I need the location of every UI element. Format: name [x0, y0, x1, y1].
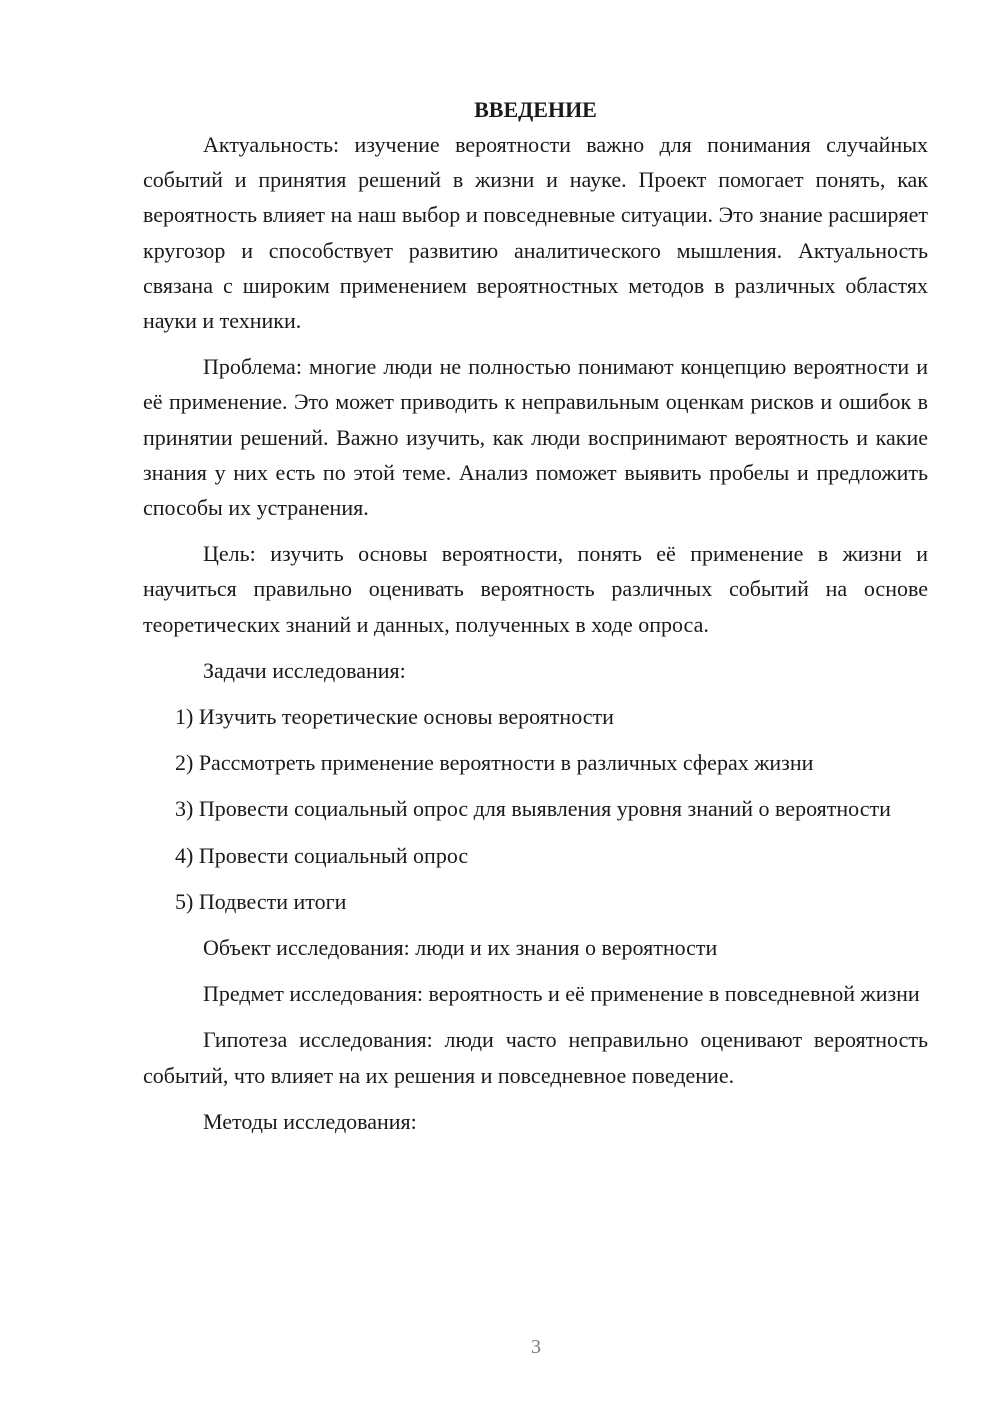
task-item-2: 2) Рассмотреть применение вероятности в различных сферах жизни: [175, 750, 814, 776]
paragraph-tasks-heading: Задачи исследования:: [203, 657, 406, 683]
task-item-4: 4) Провести социальный опрос: [175, 842, 469, 868]
paragraph-problem: Проблема: многие люди не полностью понимают концепцию вероятности и её применение. Это может приводить к неправильным оценкам рисков и ошибок в принятии решений. Важно изучить, как люди воспринимают вероятность и какие знания у них есть по этой теме. Анализ поможет выявить пробелы и предложить способы их устранения.: [143, 354, 928, 521]
task-item-1: 1) Изучить теоретические основы вероятности: [175, 704, 614, 730]
task-item-3: 3) Провести социальный опрос для выявления уровня знаний о вероятности: [175, 796, 891, 822]
paragraph-object: Объект исследования: люди и их знания о вероятности: [203, 935, 718, 961]
task-item-5: 5) Подвести итоги: [175, 888, 347, 914]
paragraph-goal: Цель: изучить основы вероятности, понять её применение в жизни и научиться правильно оценивать вероятность различных событий на основе теоретических знаний и данных, полученных в ходе опроса.: [143, 541, 928, 637]
section-title: ВВЕДЕНИЕ: [474, 97, 597, 122]
paragraph-methods: Методы исследования:: [203, 1108, 417, 1134]
paragraph-hypothesis: Гипотеза исследования: люди часто неправильно оценивают вероятность событий, что влияет на их решения и повседневное поведение.: [143, 1027, 928, 1088]
paragraph-subject: Предмет исследования: вероятность и её применение в повседневной жизни: [203, 981, 920, 1007]
document-page: [143, 92, 928, 1139]
paragraph-relevance: Актуальность: изучение вероятности важно для понимания случайных событий и принятия решений в жизни и науке. Проект помогает понять, как вероятность влияет на наш выбор и повседневные ситуации. Это знание расширяет кругозор и способствует развитию аналитического мышления. Актуальность связана с широким применением вероятностных методов в различных областях науки и техники.: [143, 132, 928, 334]
page-number: 3: [531, 1336, 541, 1358]
